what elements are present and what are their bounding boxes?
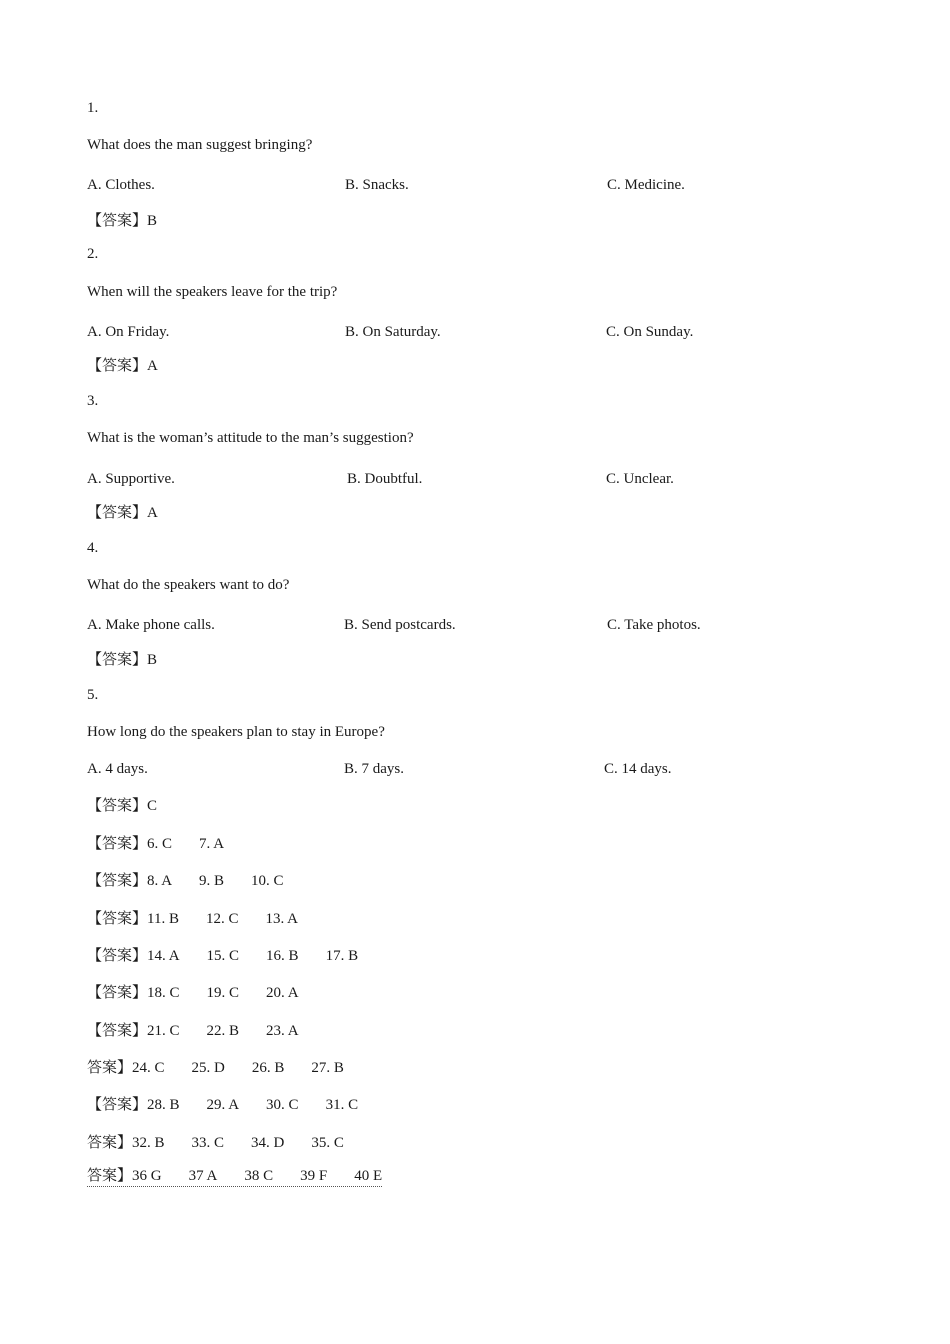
option-b: B. Snacks.: [345, 177, 409, 193]
answer-row: [87, 910, 298, 928]
option-c: C. 14 days.: [604, 761, 672, 777]
answer-prefix: 答案】: [87, 1060, 133, 1076]
option-b: B. On Saturday.: [345, 324, 441, 340]
answer-item: 18. C: [147, 985, 180, 1001]
answer-row: [87, 1167, 382, 1187]
answer-line: 【答案】B: [87, 652, 158, 668]
question-number: 2.: [87, 246, 99, 262]
option-a: A. Supportive.: [87, 471, 175, 487]
option-c: C. Unclear.: [606, 471, 674, 487]
answer-item: 24. C: [132, 1060, 165, 1076]
question-number: 1.: [87, 100, 99, 116]
answer-item: 22. B: [206, 1023, 240, 1039]
option-a: A. On Friday.: [87, 324, 170, 340]
answer-item: 28. B: [147, 1097, 180, 1113]
answer-row: [87, 835, 224, 853]
answer-item: 36 G: [132, 1168, 162, 1184]
answer-prefix: 答案】: [87, 1168, 133, 1184]
answer-item: 15. C: [206, 948, 240, 964]
answer-row: [87, 872, 284, 890]
answer-item: 30. C: [266, 1097, 299, 1113]
answer-item: 11. B: [147, 911, 179, 927]
answer-item: 40 E: [354, 1168, 383, 1184]
answer-item: 32. B: [132, 1135, 165, 1151]
answer-line: 【答案】B: [87, 213, 158, 229]
answer-row: [87, 947, 358, 965]
question-number: 5.: [87, 687, 99, 703]
answer-row: [87, 1134, 344, 1152]
answer-line: 【答案】C: [87, 798, 158, 814]
answer-item: 13. A: [265, 911, 298, 927]
answer-item: 9. B: [199, 873, 225, 889]
question-text: What does the man suggest bringing?: [87, 137, 313, 153]
option-b: B. 7 days.: [344, 761, 404, 777]
answer-item: 6. C: [147, 836, 173, 852]
option-c: C. On Sunday.: [606, 324, 694, 340]
answer-item: 14. A: [147, 948, 180, 964]
answer-item: 12. C: [205, 911, 239, 927]
answer-item: 35. C: [311, 1135, 344, 1151]
option-c: C. Medicine.: [607, 177, 685, 193]
answer-row: [87, 984, 299, 1002]
question-text: How long do the speakers plan to stay in Europe?: [87, 724, 385, 740]
answer-prefix: 答案】: [87, 1135, 133, 1151]
answer-prefix: 【答案】: [87, 985, 148, 1001]
question-text: When will the speakers leave for the trip?: [87, 284, 338, 300]
answer-item: 10. C: [251, 873, 284, 889]
answer-prefix: 【答案】: [87, 1023, 148, 1039]
answer-item: 25. D: [191, 1060, 225, 1076]
answer-item: 27. B: [311, 1060, 344, 1076]
option-a: A. Clothes.: [87, 177, 155, 193]
answer-row: [87, 1059, 344, 1077]
answer-item: 39 F: [300, 1168, 328, 1184]
answer-prefix: 【答案】: [87, 911, 148, 927]
answer-row: [87, 1022, 299, 1040]
question-text: What do the speakers want to do?: [87, 577, 290, 593]
answer-item: 21. C: [147, 1023, 180, 1039]
answer-line: 【答案】A: [87, 505, 158, 521]
answer-item: 19. C: [206, 985, 240, 1001]
answer-prefix: 【答案】: [87, 873, 148, 889]
option-c: C. Take photos.: [607, 617, 701, 633]
question-number: 4.: [87, 540, 99, 556]
answer-item: 17. B: [325, 948, 359, 964]
option-a: A. Make phone calls.: [87, 617, 215, 633]
answer-item: 38 C: [244, 1168, 274, 1184]
question-text: What is the woman’s attitude to the man’s suggestion?: [87, 430, 414, 446]
answer-prefix: 【答案】: [87, 948, 148, 964]
option-b: B. Send postcards.: [344, 617, 456, 633]
answer-item: 29. A: [206, 1097, 240, 1113]
option-a: A. 4 days.: [87, 761, 148, 777]
answer-prefix: 【答案】: [87, 1097, 148, 1113]
option-b: B. Doubtful.: [347, 471, 423, 487]
answer-line: 【答案】A: [87, 358, 158, 374]
answer-item: 8. A: [147, 873, 173, 889]
answer-row: [87, 1096, 358, 1114]
answer-item: 37 A: [188, 1168, 218, 1184]
answer-item: 16. B: [266, 948, 299, 964]
answer-item: 7. A: [199, 836, 225, 852]
answer-item: 33. C: [191, 1135, 225, 1151]
answer-item: 31. C: [325, 1097, 359, 1113]
answer-item: 20. A: [266, 985, 299, 1001]
answer-item: 34. D: [251, 1135, 285, 1151]
question-number: 3.: [87, 393, 99, 409]
answer-item: 23. A: [266, 1023, 299, 1039]
answer-item: 26. B: [251, 1060, 285, 1076]
answer-prefix: 【答案】: [87, 836, 148, 852]
